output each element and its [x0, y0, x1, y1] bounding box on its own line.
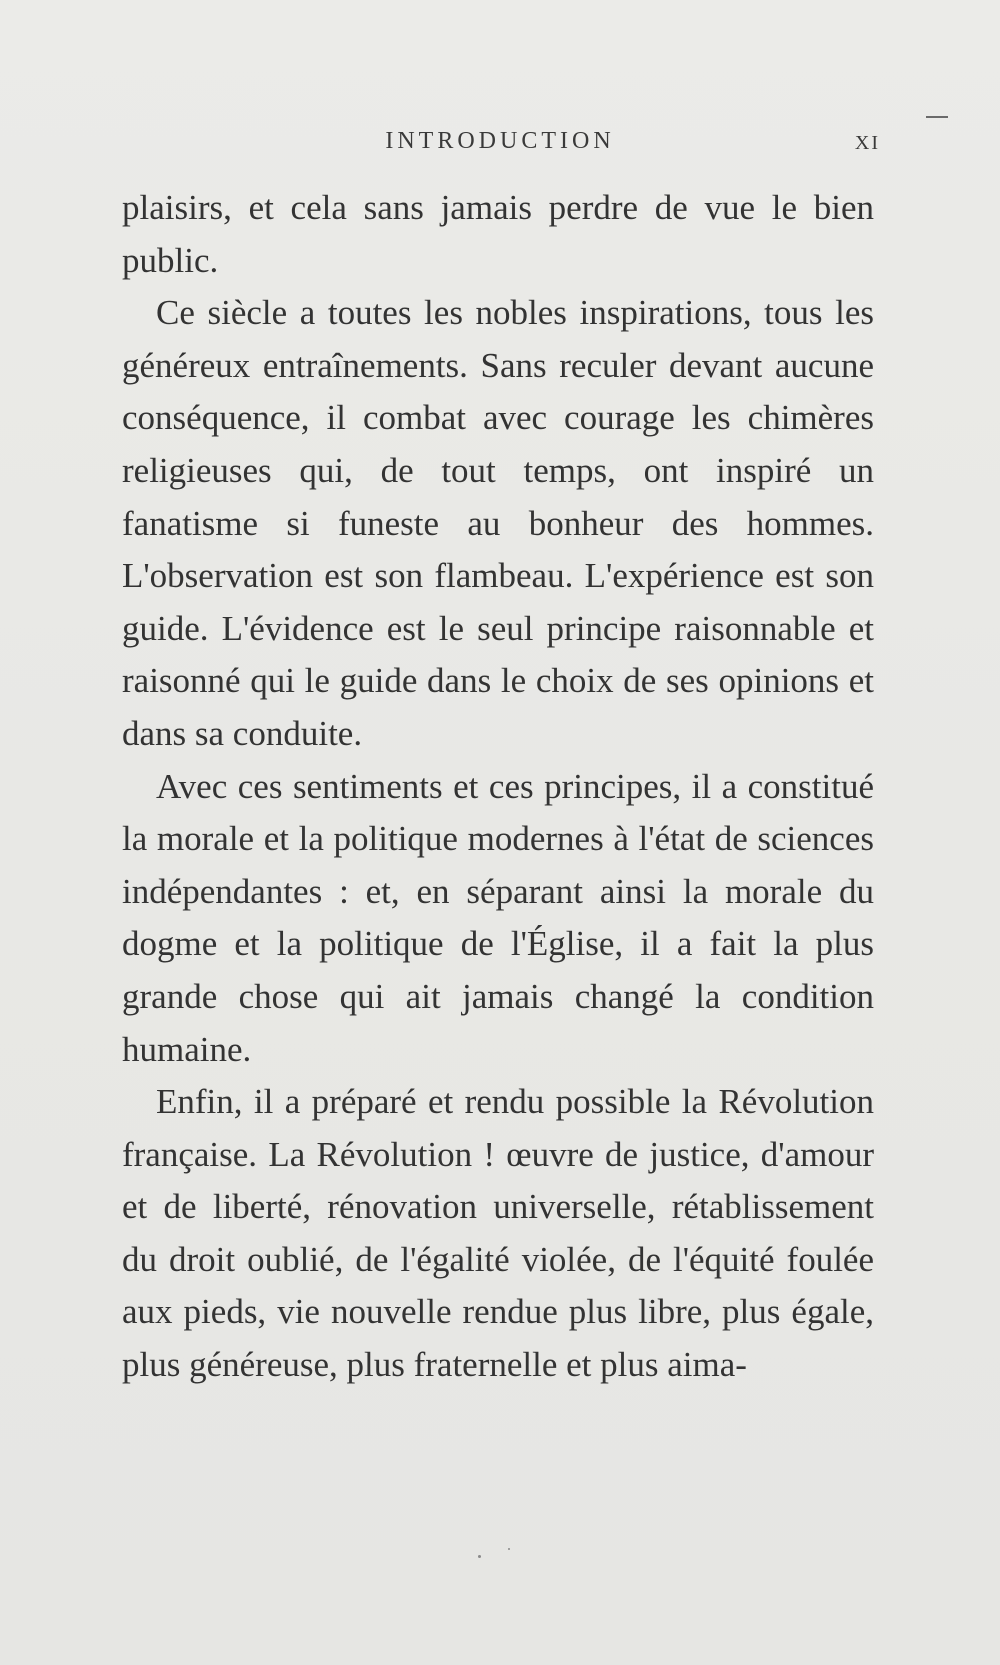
- page-number: XI: [854, 132, 880, 154]
- running-head: [120, 128, 880, 168]
- running-title: INTRODUCTION: [385, 128, 615, 154]
- margin-mark: [926, 116, 948, 118]
- paper-speck: [508, 1548, 510, 1550]
- paragraph-2: Ce siècle a toutes les nobles inspirations, tous les généreux entraînements. Sans reculer devant aucune conséquence, il combat avec courage les chimères religieuses qui, de tout temps, ont inspiré un fanatisme si funeste au bonheur des hommes. L'observation est son flambeau. L'expérience est son guide. L'évidence est le seul principe raisonnable et raisonné qui le guide dans le choix de ses opinions et dans sa conduite.: [122, 293, 874, 753]
- body-text: [122, 182, 874, 1392]
- paragraph-4: Enfin, il a préparé et rendu possible la Révolution française. La Révolution ! œuvre de justice, d'amour et de liberté, rénovation universelle, rétablissement du droit oublié, de l'égalité violée, de l'équité foulée aux pieds, vie nouvelle rendue plus libre, plus égale, plus généreuse, plus fraternelle et plus aima-: [122, 1082, 874, 1385]
- paragraph-3: Avec ces sentiments et ces principes, il a constitué la morale et la politique modernes à l'état de sciences indépendantes : et, en séparant ainsi la morale du dogme et la politique de l'Église, il a fait la plus grande chose qui ait jamais changé la condition humaine.: [122, 766, 874, 1069]
- paper-speck: [478, 1555, 481, 1558]
- paragraph-1: plaisirs, et cela sans jamais perdre de vue le bien public.: [122, 188, 874, 280]
